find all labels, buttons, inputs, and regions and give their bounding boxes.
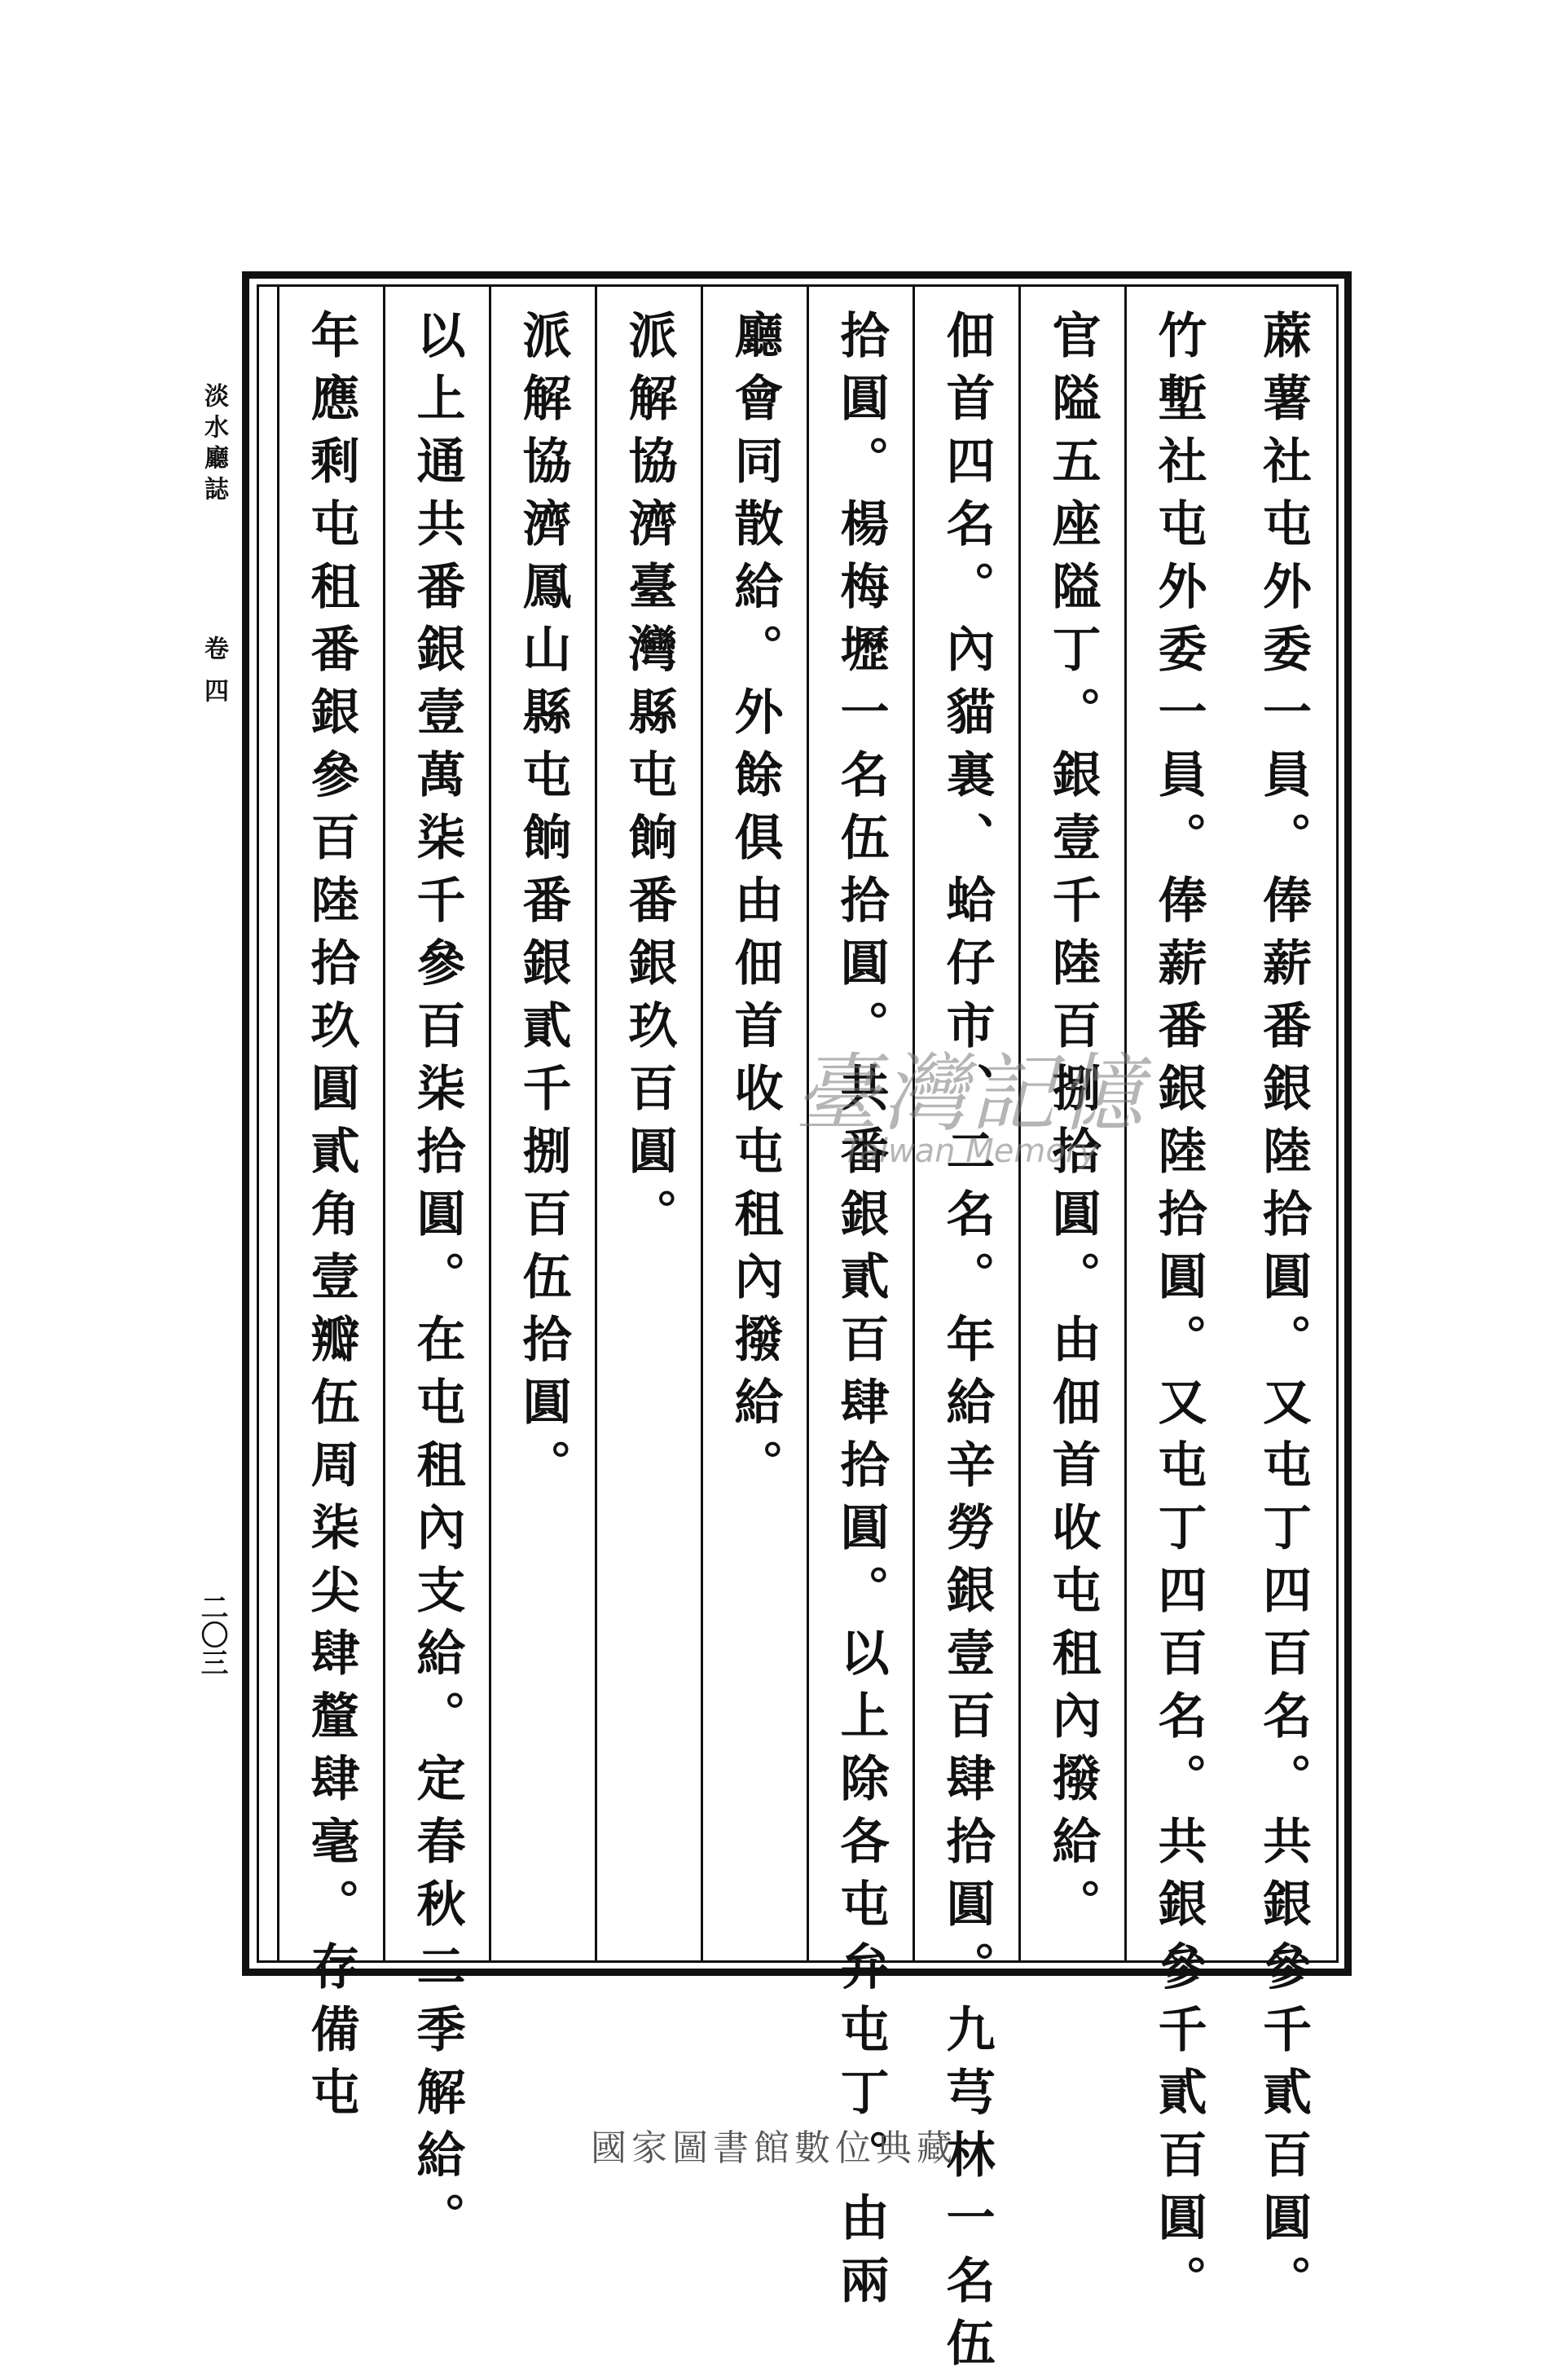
watermark-english: Taiwan Memory [842, 1133, 1098, 1170]
watermark [794, 1044, 1147, 1170]
column-text: 官隘五座隘丁。銀壹千陸百捌拾圓。由佃首收屯租內撥給。 [1044, 310, 1102, 1941]
column-text: 蔴薯社屯外委一員。俸薪番銀陸拾圓。又屯丁四百名。共銀參千貳百圓。 [1255, 310, 1312, 2317]
text-column-8 [489, 287, 595, 1960]
column-text: 拾圓。楊梅壢一名伍拾圓。共番銀貳百肆拾圓。以上除各屯弁屯丁。由兩 [832, 310, 890, 2317]
text-column-7 [595, 287, 701, 1960]
column-text: 派解協濟鳳山縣屯餉番銀貳千捌百伍拾圓。 [514, 310, 572, 1502]
text-column-1 [1230, 287, 1336, 2317]
watermark-chinese: 臺灣記憶 [794, 1044, 1147, 1143]
text-column-10 [277, 287, 383, 2129]
column-text: 年應剩屯租番銀參百陸拾玖圓貳角壹瓣伍周柒尖肆釐肆毫。存備屯 [302, 310, 360, 2129]
page-number: 二〇三 [196, 1593, 228, 1676]
text-column-9 [383, 287, 489, 2255]
column-text: 派解協濟臺灣縣屯餉番銀玖百圓。 [620, 310, 678, 1251]
column-text: 以上通共番銀壹萬柒千參百柒拾圓。在屯租內支給。定春秋二季解給。 [408, 310, 466, 2255]
column-text: 廳會同散給。外餘俱由佃首收屯租內撥給。 [726, 310, 784, 1502]
footer-credit: 國家圖書館數位典藏 [591, 2127, 957, 2169]
column-text: 竹塹社屯外委一員。俸薪番銀陸拾圓。又屯丁四百名。共銀參千貳百圓。 [1150, 310, 1207, 2317]
column-text: 佃首四名。內貓裏、蛤仔市、二名。年給辛勞銀壹百肆拾圓。九芎林一名伍 [938, 310, 996, 2380]
book-title: 淡水廳誌 [200, 383, 228, 507]
text-column-6 [701, 287, 807, 1960]
volume-label: 卷四 [200, 636, 228, 720]
